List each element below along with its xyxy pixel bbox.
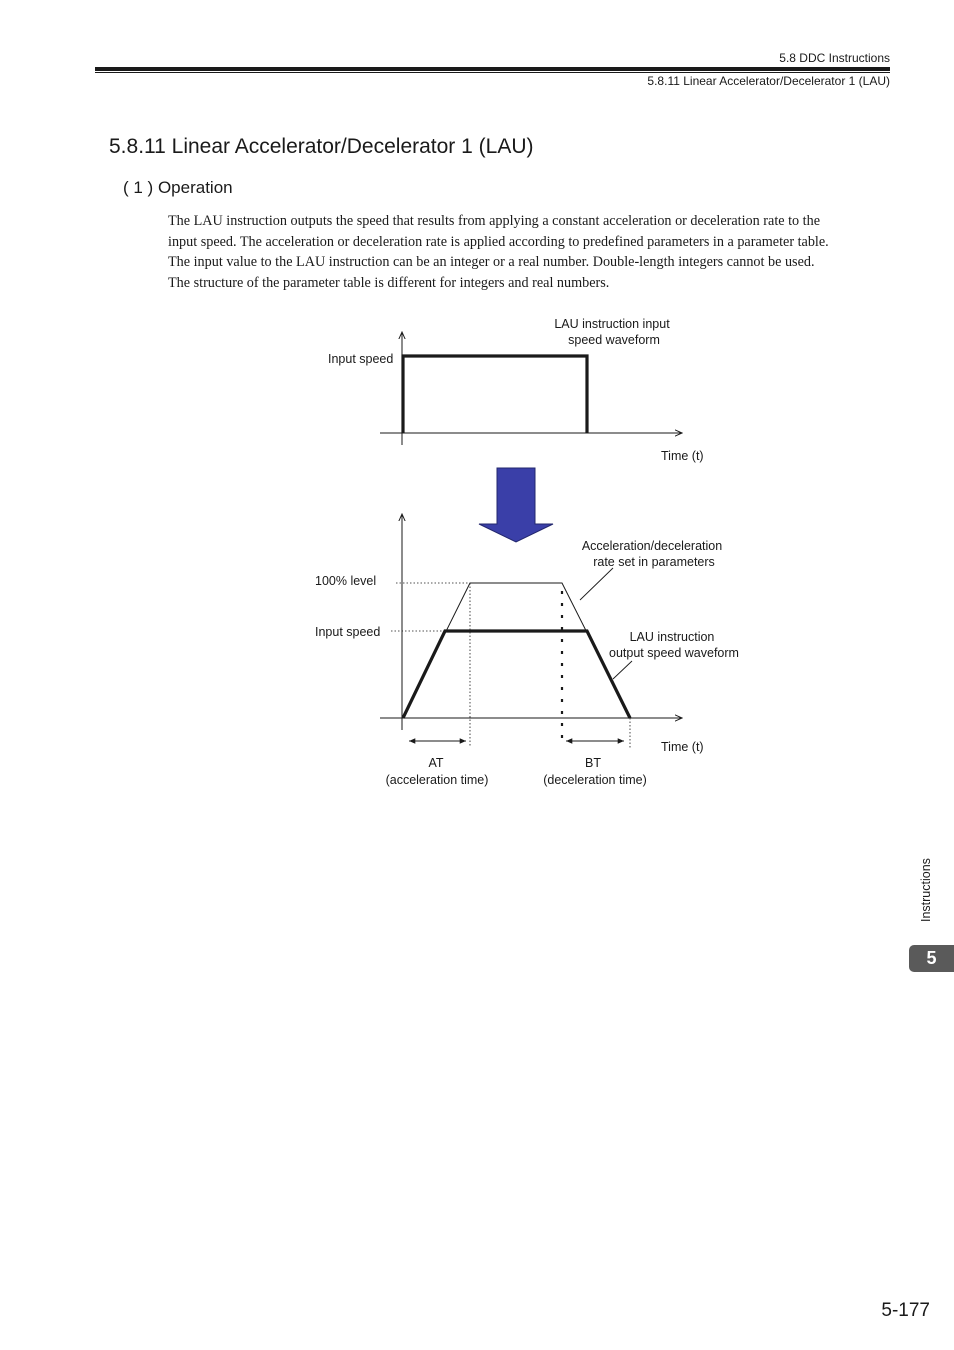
body-line: The LAU instruction outputs the speed that results from applying a constant acceleration or deceleration rate to the [168,213,821,229]
output-speed-waveform [403,631,630,718]
output-leader-line [613,661,632,679]
output-waveform-chart [315,514,739,787]
header-subsection: 5.8.11 Linear Accelerator/Decelerator 1 (LAU) [647,74,890,88]
chapter-tab: 5 [909,945,954,972]
input-waveform-chart [328,317,704,463]
output-callout-line1: LAU instruction [629,630,715,644]
rate-callout-line1: Acceleration/deceleration [581,539,723,553]
at-label: AT [428,756,444,770]
body-line: The structure of the parameter table is different for integers and real numbers. [168,275,610,292]
top-callout-line2: speed waveform [568,333,660,347]
bottom-x-label: Time (t) [661,740,704,754]
at-description: (acceleration time) [385,773,489,787]
bt-label: BT [585,756,601,770]
header-section: 5.8 DDC Instructions [779,51,890,65]
top-x-label: Time (t) [661,449,704,463]
bt-description: (deceleration time) [543,773,647,787]
input-speed-step-waveform [403,356,587,433]
subheading-operation: ( 1 ) Operation [123,178,233,197]
output-callout-line2: output speed waveform [609,646,739,660]
top-y-label: Input speed [328,352,394,366]
page-number: 5-177 [881,1300,930,1321]
rate-leader-line [580,568,613,600]
rate-callout-line2: rate set in parameters [593,555,715,569]
body-line: input speed. The acceleration or deceleration rate is applied according to predefined parameters in a parameter table. [168,233,829,250]
section-title: 5.8.11 Linear Accelerator/Decelerator 1 (LAU) [109,135,534,158]
down-arrow-icon [479,468,553,542]
bottom-input-speed-label: Input speed [315,625,381,639]
body-line: The input value to the LAU instruction can be an integer or a real number. Double-length integers cannot be used. [168,254,815,271]
side-tab-label: Instructions [919,858,933,922]
top-callout-line1: LAU instruction input [554,317,670,331]
level-100-label: 100% level [315,574,377,588]
